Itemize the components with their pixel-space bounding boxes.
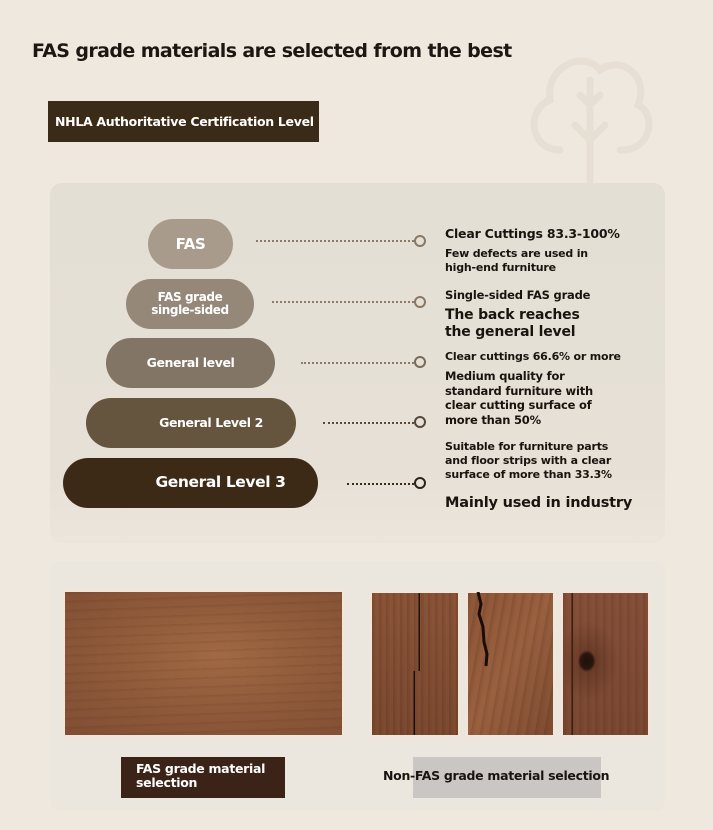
grade-label: General Level 3 (155, 473, 286, 492)
non-fas-wood-sample-knot-image (561, 591, 650, 737)
non-fas-material-caption: Non-FAS grade material selection (383, 768, 610, 783)
connector-line (323, 422, 414, 424)
grade-description-line: more than 50% (445, 413, 541, 427)
grade-heading-fas: Clear Cuttings 83.3-100% (445, 226, 620, 241)
fas-wood-sample-image (63, 590, 344, 737)
connector-line (272, 301, 414, 303)
grade-heading-general-level: Clear cuttings 66.6% or more (445, 350, 621, 363)
wood-crack-mark (475, 592, 489, 667)
grade-label-line-2: single-sided (151, 303, 229, 317)
connector-line (347, 483, 414, 485)
grade-description-line: surface of more than 33.3% (445, 468, 612, 481)
connector-dot-icon (414, 296, 426, 308)
grade-pill-general-level-3 (63, 458, 318, 508)
connector-line (256, 240, 414, 242)
non-fas-wood-sample-crack-image (370, 591, 460, 737)
grade-footer-general-level-3: Mainly used in industry (445, 495, 633, 511)
grade-label: General Level 2 (159, 415, 263, 431)
grade-description-line: standard furniture with (445, 384, 593, 398)
page-title: FAS grade materials are selected from the best (32, 40, 512, 62)
grade-description-line: Medium quality for (445, 369, 565, 383)
connector-line (301, 362, 414, 364)
tree-icon (520, 40, 660, 200)
grade-description-line: the general level (445, 324, 576, 340)
grade-description-line: Suitable for furniture parts (445, 440, 609, 453)
caption-line: selection (136, 775, 198, 790)
grade-description-line: clear cutting surface of (445, 398, 592, 412)
certification-badge: NHLA Authoritative Certification Level (48, 101, 319, 142)
grade-description-line: The back reaches (445, 307, 580, 323)
grade-pill-fas (148, 219, 233, 269)
grade-description-line: high-end furniture (445, 261, 556, 274)
connector-dot-icon (414, 477, 426, 489)
grade-pill-general-level-2 (86, 398, 296, 448)
grade-description-line: and floor strips with a clear (445, 454, 612, 467)
grade-description-line: Few defects are used in (445, 247, 588, 260)
connector-dot-icon (414, 416, 426, 428)
fas-material-caption (121, 757, 285, 798)
caption-line: FAS grade material (136, 761, 266, 776)
grade-label: FAS (175, 234, 206, 253)
connector-dot-icon (414, 235, 426, 247)
connector-dot-icon (414, 356, 426, 368)
grade-label-line-1: FAS grade (157, 289, 223, 304)
grade-pill-general-level (106, 338, 275, 388)
grade-label: General level (146, 355, 235, 371)
grade-heading-fas-single-sided: Single-sided FAS grade (445, 288, 591, 302)
grade-pill-fas-single-sided (126, 279, 254, 329)
